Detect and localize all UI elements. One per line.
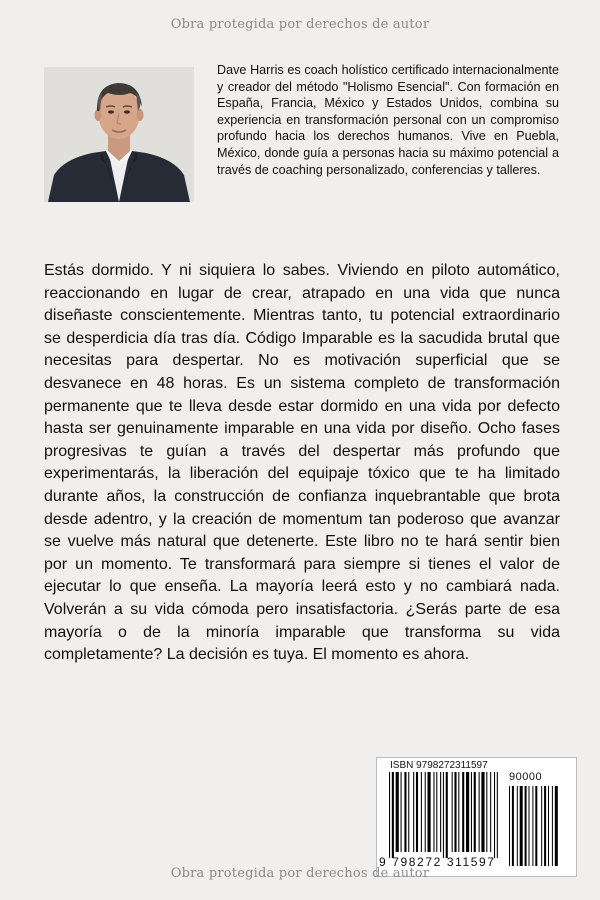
barcode-bar	[421, 772, 422, 852]
barcode-digits-group2: 311597	[446, 855, 496, 869]
author-photo	[44, 67, 194, 202]
addon-bar	[529, 786, 530, 866]
barcode-bar	[416, 772, 418, 852]
barcode-bar	[440, 772, 441, 852]
barcode-bar	[466, 772, 469, 852]
barcode-bar	[471, 772, 472, 852]
isbn-barcode	[376, 757, 577, 877]
addon-bar	[544, 786, 546, 866]
copyright-watermark-bottom: Obra protegida por derechos de autor	[170, 866, 430, 881]
barcode-digits-group1: 798272	[392, 855, 442, 869]
addon-bar	[548, 786, 549, 866]
barcode-bar	[436, 772, 437, 852]
barcode-bar	[481, 772, 484, 852]
barcode-bar	[425, 772, 426, 852]
addon-bar	[552, 786, 553, 866]
barcode-bar	[413, 772, 414, 852]
barcode-bar	[396, 772, 399, 852]
barcode-bar	[392, 772, 394, 858]
barcode-bar	[408, 772, 409, 852]
addon-bar	[520, 786, 523, 866]
barcode-bar	[486, 772, 487, 852]
barcode-digit-first: 9	[379, 855, 388, 869]
author-portrait-illustration	[44, 67, 194, 202]
addon-bar	[517, 786, 518, 866]
book-blurb: Estás dormido. Y ni siquiera lo sabes. Viviendo en piloto automático, reaccionando en lugar de crear, atrapado en una vida que nunca diseñaste conscientemente. Mientras tanto, tu potencial extraordinario se desperdicia día tras día. Código Imparable es la sacudida brutal que necesitas para despertar. No es motivación superficial que se desvanece en 48 horas. Es un sistema completo de transformación permanente que te lleva desde estar dormido en una vida por defecto hasta ser genuinamente imparable en una vida por diseño. Ocho fases progresivas te guían a través del despertar más profundo que experimentarás, la liberación del equipaje tóxico que te ha limitado durante años, la construcción de confianza inquebrantable que brota desde adentro, y la creación de momentum tan poderoso que avanzar se vuelve más natural que detenerte. Este libro no te hará sentir bien por un momento. Te transformará para siempre si tienes el valor de ejecutar lo que enseña. La mayoría leerá esto y no cambiará nada. Volverán a su vida cómoda pero insatisfactoria. ¿Serás parte de esa mayoría o de la minoría imparable que transforma su vida completamente? La decisión es tuya. El momento es ahora.	[44, 262, 560, 664]
addon-bar	[555, 786, 558, 866]
barcode-bar	[446, 772, 448, 858]
barcode-bar	[497, 772, 498, 858]
addon-bar	[541, 786, 542, 866]
barcode-bar	[452, 772, 453, 852]
barcode-bar	[428, 772, 431, 852]
barcode-bar	[443, 772, 444, 858]
barcode-bar	[479, 772, 480, 852]
addon-bar	[509, 786, 510, 866]
barcode-bar	[454, 772, 456, 852]
barcode-bar	[458, 772, 459, 852]
barcode-bar	[494, 772, 495, 858]
addon-bar	[512, 786, 514, 866]
barcode-bar	[433, 772, 434, 852]
barcode-bar	[401, 772, 402, 852]
price-code: 90000	[509, 771, 543, 783]
barcode-bar	[490, 772, 491, 852]
barcode-bar	[474, 772, 476, 852]
isbn-label: ISBN 9798272311597	[390, 760, 488, 771]
addon-bar	[535, 786, 537, 866]
addon-bar	[532, 786, 533, 866]
author-bio: Dave Harris es coach holístico certificado internacionalmente y creador del método "Holismo Esencial". Con formación en España, Francia, México y Estados Unidos, combina su experiencia en transformación personal con un compromiso profundo hacia los derechos humanos. Vive en Puebla, México, donde guía a personas hacia su máximo potencial a través de coaching personalizado, conferencias y talleres.	[217, 63, 559, 177]
barcode-bar	[404, 772, 406, 852]
addon-bar	[525, 786, 527, 866]
copyright-watermark-top: Obra protegida por derechos de autor	[170, 17, 430, 32]
barcode-bar	[462, 772, 464, 852]
barcode-bar	[389, 772, 390, 858]
